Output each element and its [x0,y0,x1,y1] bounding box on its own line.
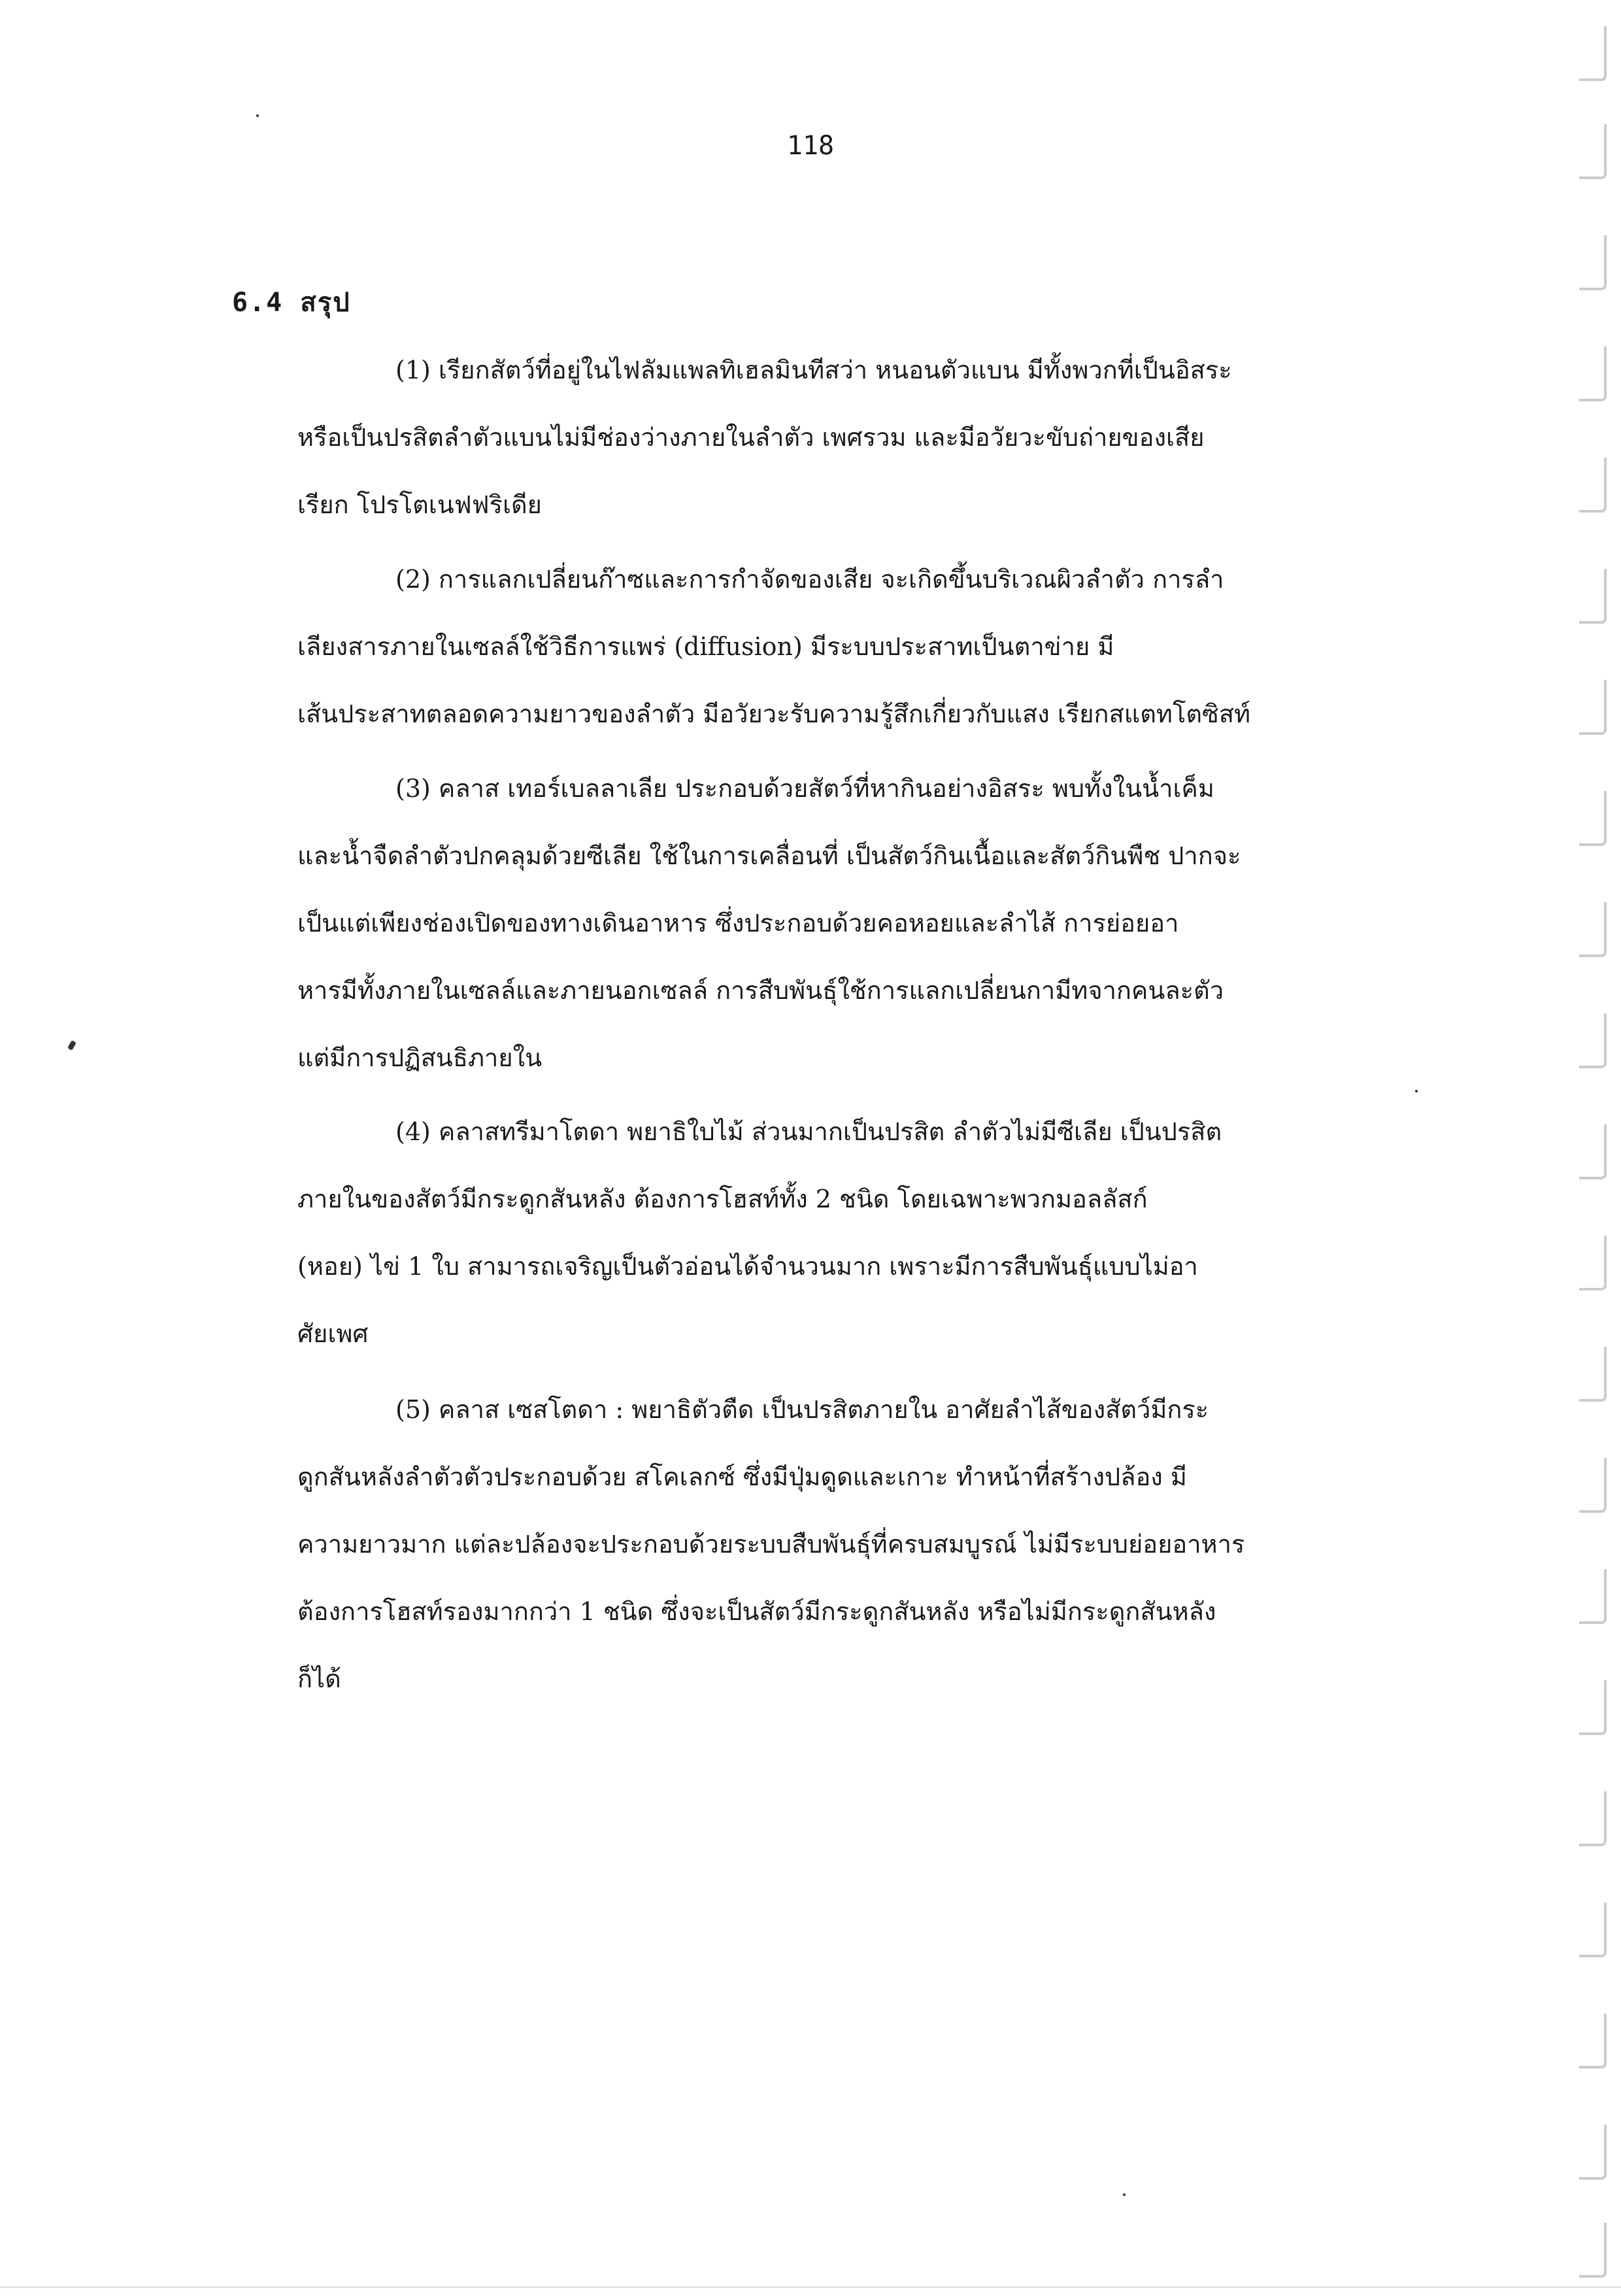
paragraph-line: และน้ำจืดลำตัวปกคลุมด้วยซีเลีย ใช้ในการเคลื่อนที่ เป็นสัตว์กินเนื้อและสัตว์กินพืช ปากจะ [297,841,1241,870]
binding-hole-mark [1579,1013,1607,1068]
binding-hole-mark [1579,1680,1607,1735]
paragraph-line: หรือเป็นปรสิตลำตัวแบนไม่มีช่องว่างภายในลำตัว เพศรวม และมีอวัยวะขับถ่ายของเสีย [297,423,1205,452]
section-number: 6.4 [232,288,284,318]
binding-hole-mark [1579,902,1607,957]
scan-speck [1415,1090,1418,1092]
binding-hole-mark [1579,458,1607,513]
binding-hole-mark [1579,1791,1607,1846]
binding-hole-mark [1579,1458,1607,1513]
paragraph-2 [297,546,1376,748]
binding-hole-mark [1579,2125,1607,2180]
paragraph-1 [297,337,1376,539]
paragraph-line: (2) การแลกเปลี่ยนก๊าซและการกำจัดของเสีย จะเกิดขึ้นบริเวณผิวลำตัว การลำ [395,565,1224,594]
paragraph-line: (4) คลาสทรีมาโตดา พยาธิใบไม้ ส่วนมากเป็นปรสิต ลำตัวไม่มีซีเลีย เป็นปรสิต [395,1117,1222,1146]
paragraph-line: ความยาวมาก แต่ละปล้องจะประกอบด้วยระบบสืบพันธุ์ที่ครบสมบูรณ์ ไม่มีระบบย่อยอาหาร [297,1530,1245,1559]
paragraph-line: (1) เรียกสัตว์ที่อยู่ในไฟลัมแพลทิเฮลมินทีสว่า หนอนตัวแบน มีทั้งพวกที่เป็นอิสระ [395,356,1232,384]
paragraph-line: เลียงสารภายในเซลล์ใช้วิธีการแพร่ (diffusion) มีระบบประสาทเป็นตาข่าย มี [297,632,1114,661]
binding-hole-mark [1579,1236,1607,1291]
paragraph-line: ต้องการโฮสท์รองมากกว่า 1 ชนิด ซึ่งจะเป็นสัตว์มีกระดูกสันหลัง หรือไม่มีกระดูกสันหลัง [297,1597,1216,1626]
paragraph-line: (5) คลาส เซสโตดา : พยาธิตัวตืด เป็นปรสิตภายใน อาศัยลำไส้ของสัตว์มีกระ [395,1395,1209,1424]
paragraph-line: เรียก โปรโตเนฟฟริเดีย [297,490,542,519]
paragraph-line: ก็ได้ [297,1664,341,1693]
binding-hole-mark [1579,26,1607,81]
binding-hole-mark [1579,569,1607,624]
binding-hole-mark [1579,1569,1607,1624]
binding-hole-mark [1579,346,1607,401]
paragraph-line: หารมีทั้งภายในเซลล์และภายนอกเซลล์ การสืบพันธุ์ใช้การแลกเปลี่ยนกามีทจากคนละตัว [297,976,1224,1005]
binding-hole-mark [1579,1902,1607,1957]
section-heading [232,281,351,323]
section-title: สรุป [300,287,351,318]
binding-edge [1569,0,1621,2296]
paragraph-4 [297,1098,1376,1368]
paragraph-line: ดูกสันหลังลำตัวตัวประกอบด้วย สโคเลกซ์ ซึ่งมีปุ่มดูดและเกาะ ทำหน้าที่สร้างปล้อง มี [297,1462,1187,1491]
page-number: 118 [786,131,835,161]
paragraph-3 [297,755,1376,1092]
binding-hole-mark [1579,2223,1607,2278]
scan-speck [1123,2193,1126,2196]
scan-speck [256,114,259,117]
paragraph-line: เป็นแต่เพียงช่องเปิดของทางเดินอาหาร ซึ่งประกอบด้วยคอหอยและลำไส้ การย่อยอา [297,909,1179,937]
binding-hole-mark [1579,2014,1607,2068]
paragraph-5 [297,1376,1376,1713]
binding-hole-mark [1579,1347,1607,1402]
binding-hole-mark [1579,791,1607,846]
paragraph-line: เส้นประสาทตลอดความยาวของลำตัว มีอวัยวะรับความรู้สึกเกี่ยวกับแสง เรียกสแตทโตซิสท์ [297,700,1251,728]
paragraph-line: (หอย) ไข่ 1 ใบ สามารถเจริญเป็นตัวอ่อนได้จำนวนมาก เพราะมีการสืบพันธุ์แบบไม่อา [297,1252,1198,1281]
paragraph-line: ภายในของสัตว์มีกระดูกสันหลัง ต้องการโฮสท์ทั้ง 2 ชนิด โดยเฉพาะพวกมอลลัสก์ [297,1185,1148,1213]
paragraph-line: (3) คลาส เทอร์เบลลาเลีย ประกอบด้วยสัตว์ที่หากินอย่างอิสระ พบทั้งในน้ำเค็ม [395,774,1214,803]
paragraph-line: แต่มีการปฏิสนธิภายใน [297,1043,543,1072]
paragraph-line: ศัยเพศ [297,1319,369,1348]
scan-edge-line [0,2286,1621,2288]
binding-hole-mark [1579,124,1607,179]
binding-hole-mark [1579,680,1607,735]
scan-speck [67,1040,76,1051]
binding-hole-mark [1579,235,1607,290]
binding-hole-mark [1579,1124,1607,1179]
